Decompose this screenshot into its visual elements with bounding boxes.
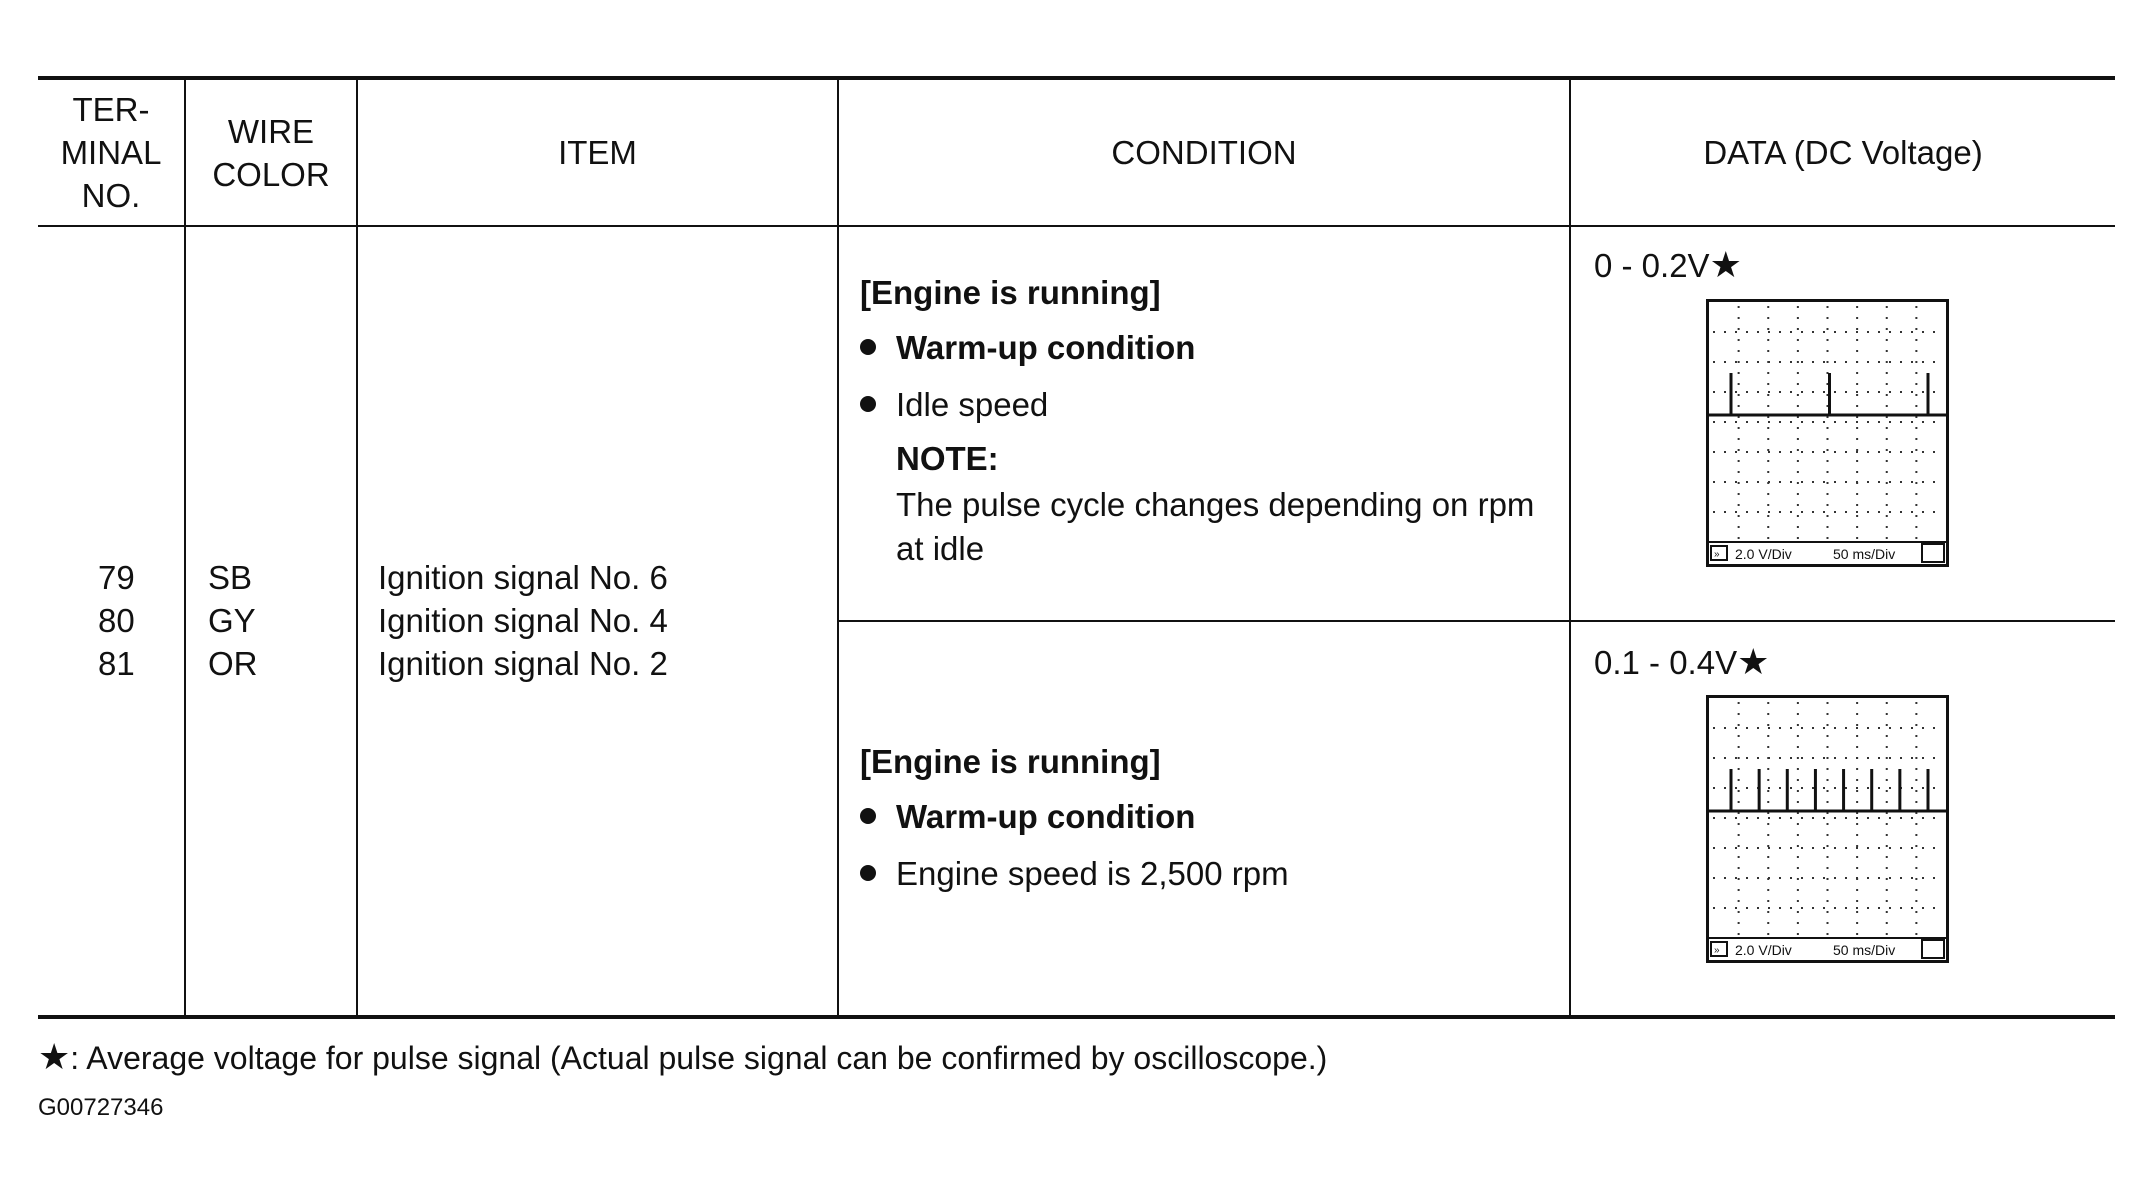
wire-color-gy: GY (208, 602, 256, 639)
figure-id: G00727346 (38, 1094, 164, 1121)
scope-box-icon (1922, 940, 1944, 958)
condition-heading-2: [Engine is running] (860, 743, 1161, 780)
bullet-icon (860, 865, 876, 881)
star-icon: ★ (1737, 641, 1770, 682)
bullet-icon (860, 396, 876, 412)
terminal-no-81: 81 (98, 645, 135, 682)
oscilloscope-waveform-1 (1706, 299, 1949, 567)
terminal-no-80: 80 (98, 602, 135, 639)
condition-bullet-1-2: Idle speed (860, 383, 1048, 426)
scope-volts-per-div: 2.0 V/Div (1735, 942, 1792, 958)
bullet-icon (860, 339, 876, 355)
wire-color-sb: SB (208, 559, 253, 596)
item-ignition-6: Ignition signal No. 6 (378, 559, 668, 596)
bullet-icon (860, 808, 876, 824)
row-divider (837, 620, 2115, 622)
table-bottom-rule (38, 1015, 2115, 1019)
voltage-value-1: 0 - 0.2V★ (1594, 244, 1742, 285)
note-label: NOTE: (896, 440, 999, 477)
condition-bullet-2-2: Engine speed is 2,500 rpm (860, 852, 1289, 895)
header-bottom-rule (38, 225, 2115, 227)
condition-bullet-2-1: Warm-up condition (860, 795, 1195, 838)
header-data: DATA (DC Voltage) (1703, 134, 1983, 171)
header-condition: CONDITION (1111, 134, 1297, 171)
item-ignition-4: Ignition signal No. 4 (378, 602, 668, 639)
condition-heading-1: [Engine is running] (860, 274, 1161, 311)
scope-time-per-div: 50 ms/Div (1833, 546, 1896, 562)
item-ignition-2: Ignition signal No. 2 (378, 645, 668, 682)
note-line-2: at idle (896, 530, 985, 567)
oscilloscope-waveform-2 (1706, 695, 1949, 963)
header-wire-color: WIRE COLOR (212, 112, 330, 193)
wire-color-or: OR (208, 645, 258, 682)
star-icon: ★ (38, 1036, 71, 1077)
star-icon: ★ (1709, 244, 1742, 285)
voltage-value-2: 0.1 - 0.4V★ (1594, 641, 1770, 682)
scope-run-icon: » (1714, 945, 1720, 956)
scope-time-per-div: 50 ms/Div (1833, 942, 1896, 958)
footnote: ★: Average voltage for pulse signal (Actual pulse signal can be confirmed by oscilloscope.) (38, 1036, 1328, 1077)
note-line-1: The pulse cycle changes depending on rpm (896, 486, 1535, 523)
header-item: ITEM (558, 134, 637, 171)
scope-volts-per-div: 2.0 V/Div (1735, 546, 1792, 562)
terminal-no-79: 79 (98, 559, 135, 596)
header-terminal-no: TER- MINAL NO. (60, 91, 162, 214)
scope-box-icon (1922, 544, 1944, 562)
scope-run-icon: » (1714, 549, 1720, 560)
condition-bullet-1-1: Warm-up condition (860, 326, 1195, 369)
